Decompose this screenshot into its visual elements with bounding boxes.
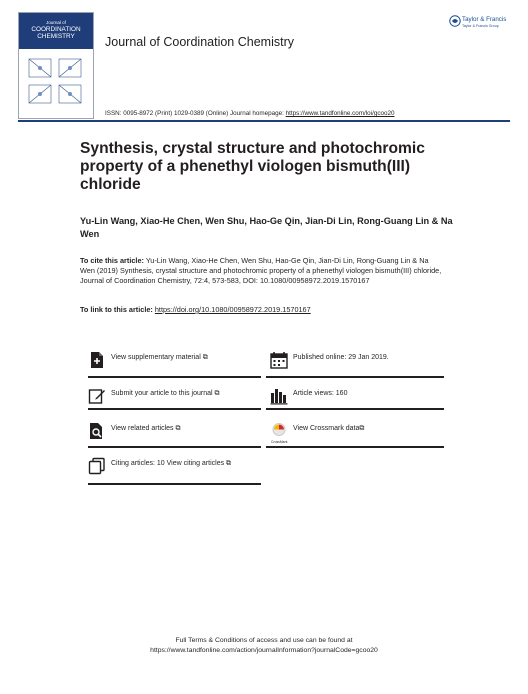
divider — [88, 376, 261, 378]
bar-chart-icon — [270, 387, 288, 405]
submit-article-row[interactable] — [88, 385, 258, 415]
cover-line-3: CHEMISTRY — [37, 33, 75, 40]
cover-title — [19, 13, 93, 49]
related-label — [111, 425, 180, 433]
header-divider — [18, 120, 510, 122]
journal-cover-thumbnail[interactable] — [18, 12, 94, 119]
journal-title: Journal of Coordination Chemistry — [105, 35, 294, 49]
external-link-icon: ⧉ — [359, 425, 365, 432]
cite-text: Yu-Lin Wang, Xiao-He Chen, Wen Shu, Hao-Ge Qin, Jian-Di Lin, Rong-Guang Lin & Na Wen (2019) Synthesis, crystal structure and photochromic property of a phenethyl viologen bismuth(III) chloride, Journal of Coordination Chemistry, 72:4, 573-583, DOI: 10.1080/00958972.2019.1570167 — [80, 256, 442, 285]
external-link-icon: ⧉ — [175, 425, 181, 432]
cover-line-2: COORDINATION — [31, 26, 81, 33]
divider — [266, 376, 444, 378]
citation — [80, 256, 445, 286]
crossmark-text: View Crossmark data — [293, 425, 360, 432]
footer-line-1: Full Terms & Conditions of access and use can be found at — [175, 637, 353, 644]
footer-terms-link[interactable]: https://www.tandfonline.com/action/journalInformation?journalCode=gcoo20 — [150, 647, 378, 654]
supplementary-material-row[interactable] — [88, 349, 258, 379]
article-link-line — [80, 305, 311, 314]
copy-documents-icon — [88, 457, 106, 475]
publisher-name: Taylor & Francis — [462, 16, 507, 23]
link-label: To link to this article: — [80, 305, 155, 314]
external-link-icon: ⧉ — [226, 460, 232, 467]
crossmark-icon — [270, 422, 288, 440]
external-link-icon: ⧉ — [214, 390, 220, 397]
citing-articles-row[interactable] — [88, 455, 258, 485]
cite-label: To cite this article: — [80, 256, 144, 265]
crossmark-logo-text: CrossMark — [271, 440, 288, 444]
citing-label — [111, 460, 231, 468]
external-link-icon: ⧉ — [202, 354, 208, 361]
article-views-row — [270, 385, 445, 415]
doi-link[interactable]: https://doi.org/10.1080/00958972.2019.1570167 — [154, 305, 311, 314]
submit-label — [111, 390, 220, 398]
supplementary-label — [111, 354, 208, 362]
cover-line-1: Journal of — [46, 20, 66, 25]
crossmark-label — [293, 425, 364, 433]
cover-crystal-image — [23, 53, 87, 111]
issn-text: ISSN: 0095-8972 (Print) 1029-0389 (Online) Journal homepage: — [105, 110, 286, 117]
divider — [266, 408, 444, 410]
article-title: Synthesis, crystal structure and photochromic property of a phenethyl viologen bismuth(III) chloride — [80, 140, 425, 193]
submit-text: Submit your article to this journal — [111, 390, 213, 397]
document-search-icon — [88, 422, 106, 440]
divider — [88, 408, 261, 410]
published-online-row — [270, 349, 445, 379]
publisher-group: Taylor & Francis Group — [462, 24, 499, 28]
journal-homepage-link[interactable]: https://www.tandfonline.com/loi/gcoo20 — [285, 110, 395, 117]
published-date: Published online: 29 Jan 2019. — [293, 354, 389, 361]
divider — [88, 446, 261, 448]
taylor-francis-logo-icon — [449, 15, 461, 27]
divider — [88, 483, 261, 485]
issn-line — [105, 110, 394, 117]
article-authors: Yu-Lin Wang, Xiao-He Chen, Wen Shu, Hao-Ge Qin, Jian-Di Lin, Rong-Guang Lin & Na Wen — [80, 216, 453, 239]
citing-text: Citing articles: 10 View citing articles — [111, 460, 225, 467]
calendar-icon — [270, 351, 288, 369]
divider — [266, 446, 444, 448]
taylor-francis-logo[interactable] — [449, 15, 513, 37]
article-views: Article views: 160 — [293, 390, 348, 397]
supplementary-text: View supplementary material — [111, 354, 201, 361]
footer — [0, 636, 528, 656]
related-text: View related articles — [111, 425, 174, 432]
document-plus-icon — [88, 351, 106, 369]
pencil-edit-icon — [88, 387, 106, 405]
